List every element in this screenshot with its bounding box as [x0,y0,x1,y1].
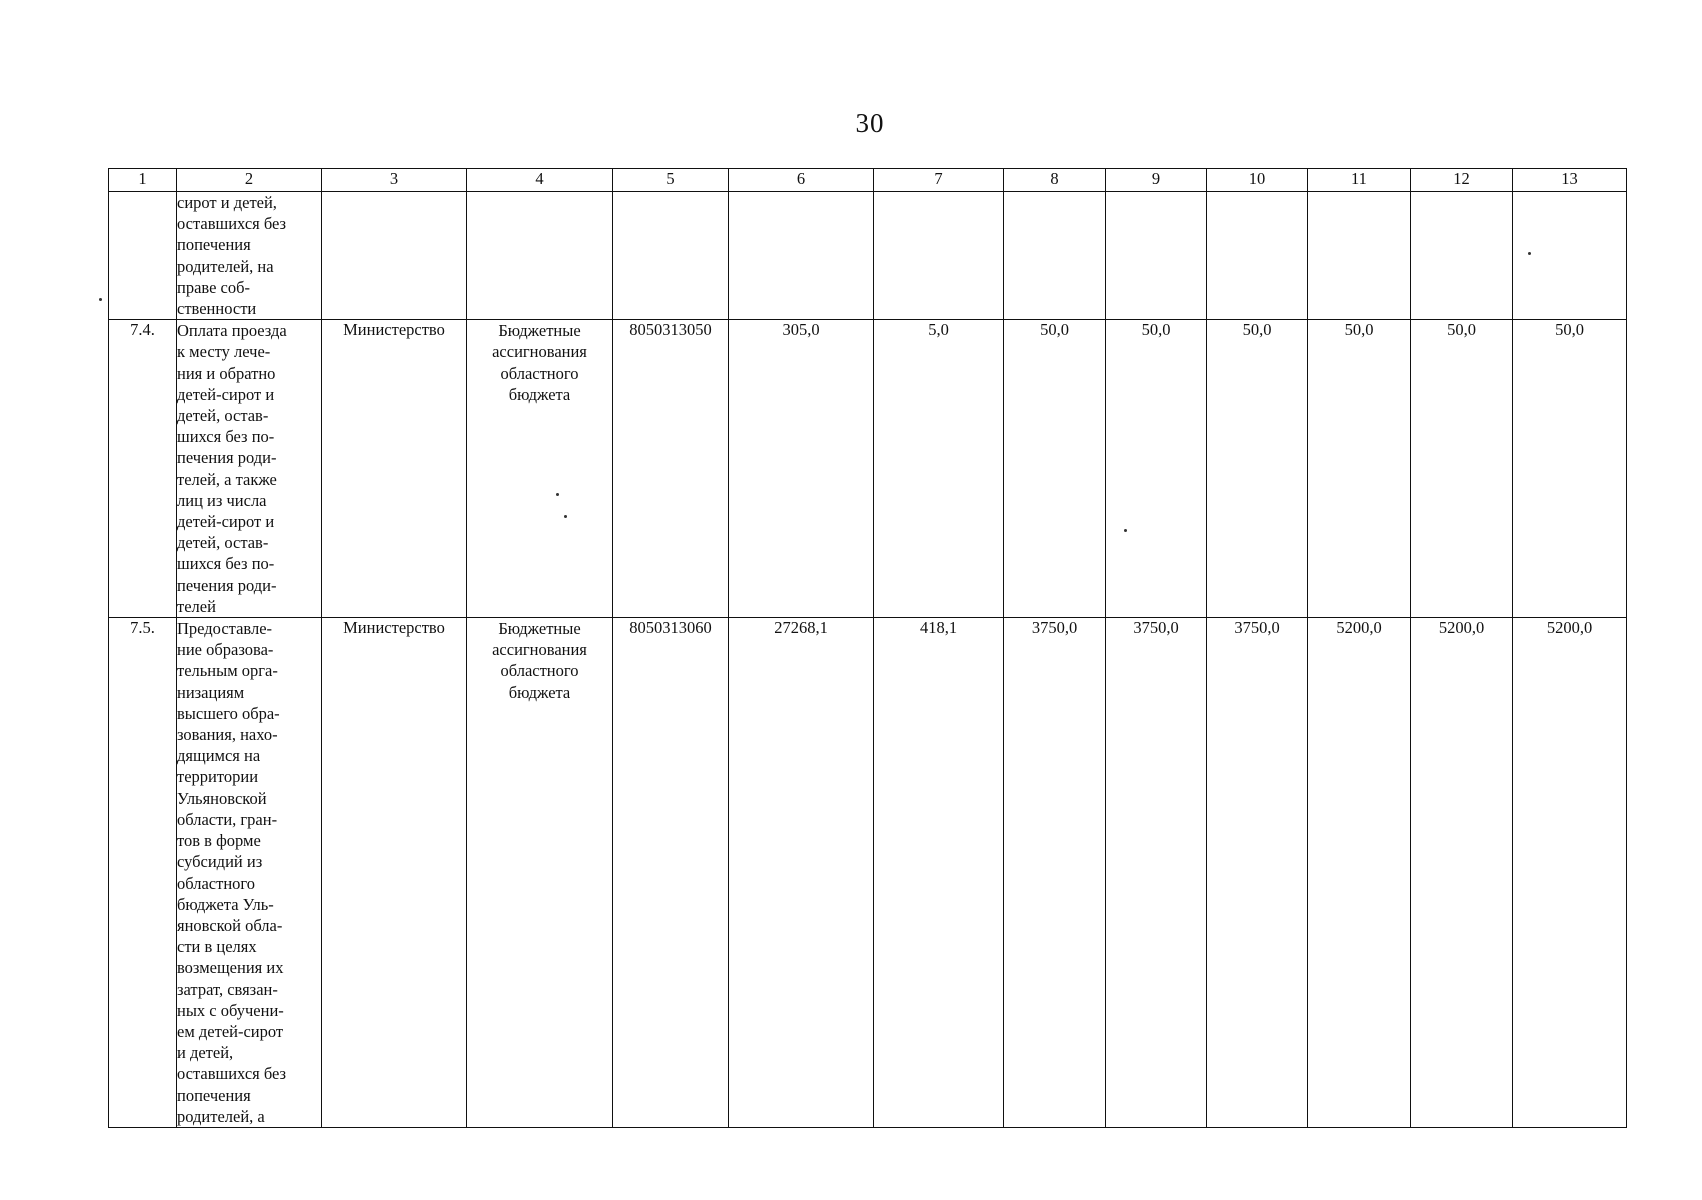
cell-value: 50,0 [1207,320,1308,618]
cell-total: 305,0 [729,320,874,618]
name-line: возмещения их [177,958,284,978]
name-line: дящимся на [177,746,261,766]
cell-num: 7.5. [109,618,177,1128]
name-line: ния и обратно [177,363,276,383]
cell-value [1513,192,1627,320]
name-line: тов в форме [177,831,261,851]
cell-value: 5200,0 [1411,618,1513,1128]
scan-speck [564,515,567,518]
cell-num: 7.4. [109,320,177,618]
cell-code: 8050313060 [613,618,729,1128]
table-row-continuation [109,192,1627,320]
name-line: затрат, связан- [177,979,278,999]
name-line: сти в целях [177,937,257,957]
scan-speck [1528,252,1531,255]
name-line: оставшихся без [177,1064,287,1084]
name-line: высшего обра- [177,703,280,723]
cell-value: 3750,0 [1106,618,1207,1128]
cell-code [613,192,729,320]
name-line: праве соб- [177,277,251,297]
table-row [109,618,1627,1128]
name-line: ных с обучени- [177,1000,284,1020]
source-line: областного [500,661,579,681]
name-line: Предоставле- [177,619,273,639]
name-line: лиц из числа [177,490,267,510]
name-line: детей, остав- [177,533,269,553]
source-line: ассигнования [492,640,587,660]
header-col-2: 2 [177,169,322,192]
cell-source [467,618,613,1128]
cell-executor: Министерство [322,618,467,1128]
cell-source [467,320,613,618]
name-line: ем детей-сирот [177,1021,284,1041]
name-line: сирот и детей, [177,193,277,212]
header-col-1: 1 [109,169,177,192]
name-line: области, гран- [177,809,278,829]
cell-value: 50,0 [1004,320,1106,618]
name-line: родителей, а [177,1106,265,1126]
cell-value: 5,0 [874,320,1004,618]
name-line: оставшихся без [177,214,287,234]
scan-speck [99,298,102,301]
source-line: бюджета [508,682,571,702]
name-line: шихся без по- [177,427,275,447]
source-line: Бюджетные [498,321,581,341]
cell-value: 418,1 [874,618,1004,1128]
name-line: родителей, на [177,256,274,276]
cell-value [1207,192,1308,320]
header-col-13: 13 [1513,169,1627,192]
cell-value [1004,192,1106,320]
header-row [109,169,1627,192]
cell-num [109,192,177,320]
source-line: областного [500,363,579,383]
header-col-3: 3 [322,169,467,192]
name-line: зования, нахо- [177,725,278,745]
cell-value: 50,0 [1513,320,1627,618]
name-line: и детей, [177,1043,234,1063]
scan-speck [556,493,559,496]
header-col-12: 12 [1411,169,1513,192]
name-line: субсидий из [177,852,263,872]
cell-code: 8050313050 [613,320,729,618]
name-line: детей-сирот и [177,512,275,532]
page-number: 30 [855,108,885,138]
cell-name [177,192,322,320]
name-line: попечения [177,1085,251,1105]
name-line: телей [177,596,216,616]
name-line: Оплата проезда [177,321,287,341]
name-line: яновской обла- [177,915,283,935]
source-line: ассигнования [492,342,587,362]
cell-value [729,192,874,320]
header-col-7: 7 [874,169,1004,192]
cell-source [467,192,613,320]
name-line: детей-сирот и [177,384,275,404]
cell-value: 5200,0 [1308,618,1411,1128]
cell-value [1411,192,1513,320]
header-col-9: 9 [1106,169,1207,192]
table-header [109,169,1627,192]
cell-value: 3750,0 [1004,618,1106,1128]
cell-value: 50,0 [1106,320,1207,618]
name-line: печения роди- [177,575,277,595]
name-line: печения роди- [177,448,277,468]
header-col-10: 10 [1207,169,1308,192]
header-col-5: 5 [613,169,729,192]
cell-value: 50,0 [1308,320,1411,618]
cell-value [1308,192,1411,320]
budget-table [108,168,1627,1128]
scan-speck [1124,529,1127,532]
cell-value: 5200,0 [1513,618,1627,1128]
name-line: бюджета Уль- [177,894,274,914]
cell-value [1106,192,1207,320]
header-col-11: 11 [1308,169,1411,192]
cell-total: 27268,1 [729,618,874,1128]
cell-value [874,192,1004,320]
name-line: попечения [177,235,251,255]
name-line: тельным орга- [177,661,278,681]
header-col-6: 6 [729,169,874,192]
name-line: территории [177,767,259,787]
cell-name [177,320,322,618]
name-line: телей, а также [177,469,277,489]
table-row [109,320,1627,618]
header-col-4: 4 [467,169,613,192]
source-line: Бюджетные [498,619,581,639]
name-line: областного [177,873,256,893]
name-line: шихся без по- [177,554,275,574]
name-line: Ульяновской [177,788,267,808]
name-line: ние образова- [177,640,274,660]
name-line: детей, остав- [177,406,269,426]
cell-value: 3750,0 [1207,618,1308,1128]
cell-name [177,618,322,1128]
name-line: низациям [177,682,245,702]
source-line: бюджета [508,384,571,404]
header-col-8: 8 [1004,169,1106,192]
cell-executor: Министерство [322,320,467,618]
cell-value: 50,0 [1411,320,1513,618]
cell-executor [322,192,467,320]
name-line: ственности [177,299,257,319]
name-line: к месту лече- [177,342,271,362]
